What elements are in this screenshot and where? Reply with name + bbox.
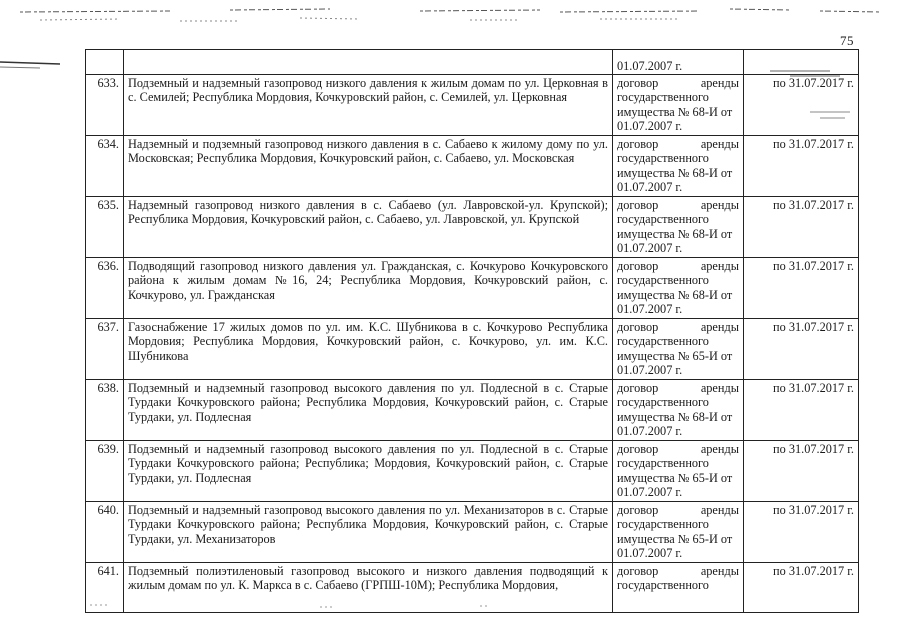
doc-word: договор [617, 75, 659, 90]
lease-document [613, 501, 744, 562]
lease-document [613, 562, 744, 612]
lease-document [613, 135, 744, 196]
doc-word: аренды [700, 75, 739, 90]
table-row [86, 318, 859, 379]
table-row [86, 562, 859, 612]
row-number: 638. [86, 379, 124, 440]
lease-document [613, 379, 744, 440]
term-cell [744, 50, 859, 75]
doc-rest: государственного имущества № 68-И от 01.07.2007 г. [617, 151, 733, 195]
lease-term: по 31.07.2017 г. [744, 440, 859, 501]
object-description: Подземный полиэтиленовый газопровод высокого и низкого давления подводящий к жилым домам по ул. К. Маркса в с. Сабаево (ГРПШ-10М); Республика Мордовия, [124, 562, 613, 612]
doc-word: договор [617, 563, 659, 578]
doc-word: аренды [700, 563, 739, 578]
row-number: 637. [86, 318, 124, 379]
table-row [86, 379, 859, 440]
doc-word: договор [617, 136, 659, 151]
row-number: 636. [86, 257, 124, 318]
doc-word: аренды [700, 258, 739, 273]
lease-term: по 31.07.2017 г. [744, 379, 859, 440]
lease-term: по 31.07.2017 г. [744, 318, 859, 379]
table-row [86, 74, 859, 135]
row-number: 635. [86, 196, 124, 257]
table-row-continuation [86, 50, 859, 75]
object-description: Надземный и подземный газопровод низкого давления в с. Сабаево к жилому дому по ул. Московская; Республика Мордовия, Кочкуровский район, с. Сабаево, ул. Московская [124, 135, 613, 196]
registry-table [85, 49, 859, 613]
doc-rest: государственного [617, 578, 709, 593]
doc-rest: государственного имущества № 65-И от 01.07.2007 г. [617, 456, 733, 500]
doc-rest: государственного имущества № 68-И от 01.07.2007 г. [617, 90, 733, 134]
lease-term: по 31.07.2017 г. [744, 196, 859, 257]
table-row [86, 440, 859, 501]
object-description: Подземный и надземный газопровод высокого давления по ул. Подлесной в с. Старые Турдаки Кочкуровского района; Республика Мордовия, Кочкуровский район, с. Старые Турдаки, ул. Подлесная [124, 379, 613, 440]
lease-document [613, 74, 744, 135]
table-row [86, 196, 859, 257]
lease-term: по 31.07.2017 г. [744, 74, 859, 135]
document-text: 01.07.2007 г. [617, 59, 683, 73]
object-description: Подземный и надземный газопровод высокого давления по ул. Механизаторов в с. Старые Турдаки Кочкуровского района; Республика Мордовия, Кочкуровский район, с. Старые Турдаки, ул. Механизаторов [124, 501, 613, 562]
object-description-cell [124, 50, 613, 75]
row-number: 633. [86, 74, 124, 135]
lease-term: по 31.07.2017 г. [744, 562, 859, 612]
row-number: 634. [86, 135, 124, 196]
table-row [86, 135, 859, 196]
doc-rest: государственного имущества № 68-И от 01.07.2007 г. [617, 212, 733, 256]
lease-term: по 31.07.2017 г. [744, 501, 859, 562]
doc-word: аренды [700, 136, 739, 151]
lease-document [613, 318, 744, 379]
doc-word: договор [617, 319, 659, 334]
doc-word: аренды [700, 319, 739, 334]
doc-word: договор [617, 502, 659, 517]
doc-rest: государственного имущества № 68-И от 01.07.2007 г. [617, 273, 733, 317]
doc-word: аренды [700, 441, 739, 456]
table-row [86, 501, 859, 562]
lease-document [613, 257, 744, 318]
doc-word: договор [617, 441, 659, 456]
row-number: 639. [86, 440, 124, 501]
doc-word: договор [617, 258, 659, 273]
document-cell [613, 50, 744, 75]
doc-word: договор [617, 197, 659, 212]
doc-word: аренды [700, 380, 739, 395]
object-description: Подземный и надземный газопровод высокого давления по ул. Подлесной в с. Старые Турдаки Кочкуровского района; Республика; Мордовия, Кочкуровский район, с. Старые Турдаки, ул. Подлесная [124, 440, 613, 501]
page-number: 75 [840, 33, 854, 48]
lease-term: по 31.07.2017 г. [744, 257, 859, 318]
lease-term: по 31.07.2017 г. [744, 135, 859, 196]
lease-document [613, 440, 744, 501]
doc-word: аренды [700, 197, 739, 212]
object-description: Подземный и надземный газопровод низкого давления к жилым домам по ул. Церковная в с. Семилей; Республика Мордовия, Кочкуровский район, с. Семилей, ул. Церковная [124, 74, 613, 135]
object-description: Подводящий газопровод низкого давления ул. Гражданская, с. Кочкурово Кочкуровского района к жилым домам №16, 24; Республика Мордовия, Кочкуровский район, с. Кочкурово, ул. Гражданская [124, 257, 613, 318]
doc-rest: государственного имущества № 68-И от 01.07.2007 г. [617, 395, 733, 439]
object-description: Газоснабжение 17 жилых домов по ул. им. К.С. Шубникова в с. Кочкурово Республика Мордовия; Республика Мордовия, Кочкуровский район, с. Кочкурово, ул. им. К.С. Шубникова [124, 318, 613, 379]
doc-word: аренды [700, 502, 739, 517]
object-description: Надземный газопровод низкого давления в с. Сабаево (ул. Лавровской-ул. Крупской); Республика Мордовия, Кочкуровский район, с. Сабаево, ул. Лавровской, ул. Крупской [124, 196, 613, 257]
row-number: 640. [86, 501, 124, 562]
doc-rest: государственного имущества № 65-И от 01.07.2007 г. [617, 517, 733, 561]
doc-rest: государственного имущества № 65-И от 01.07.2007 г. [617, 334, 733, 378]
table-row [86, 257, 859, 318]
row-number: 641. [86, 562, 124, 612]
doc-word: договор [617, 380, 659, 395]
row-number-cell [86, 50, 124, 75]
lease-document [613, 196, 744, 257]
